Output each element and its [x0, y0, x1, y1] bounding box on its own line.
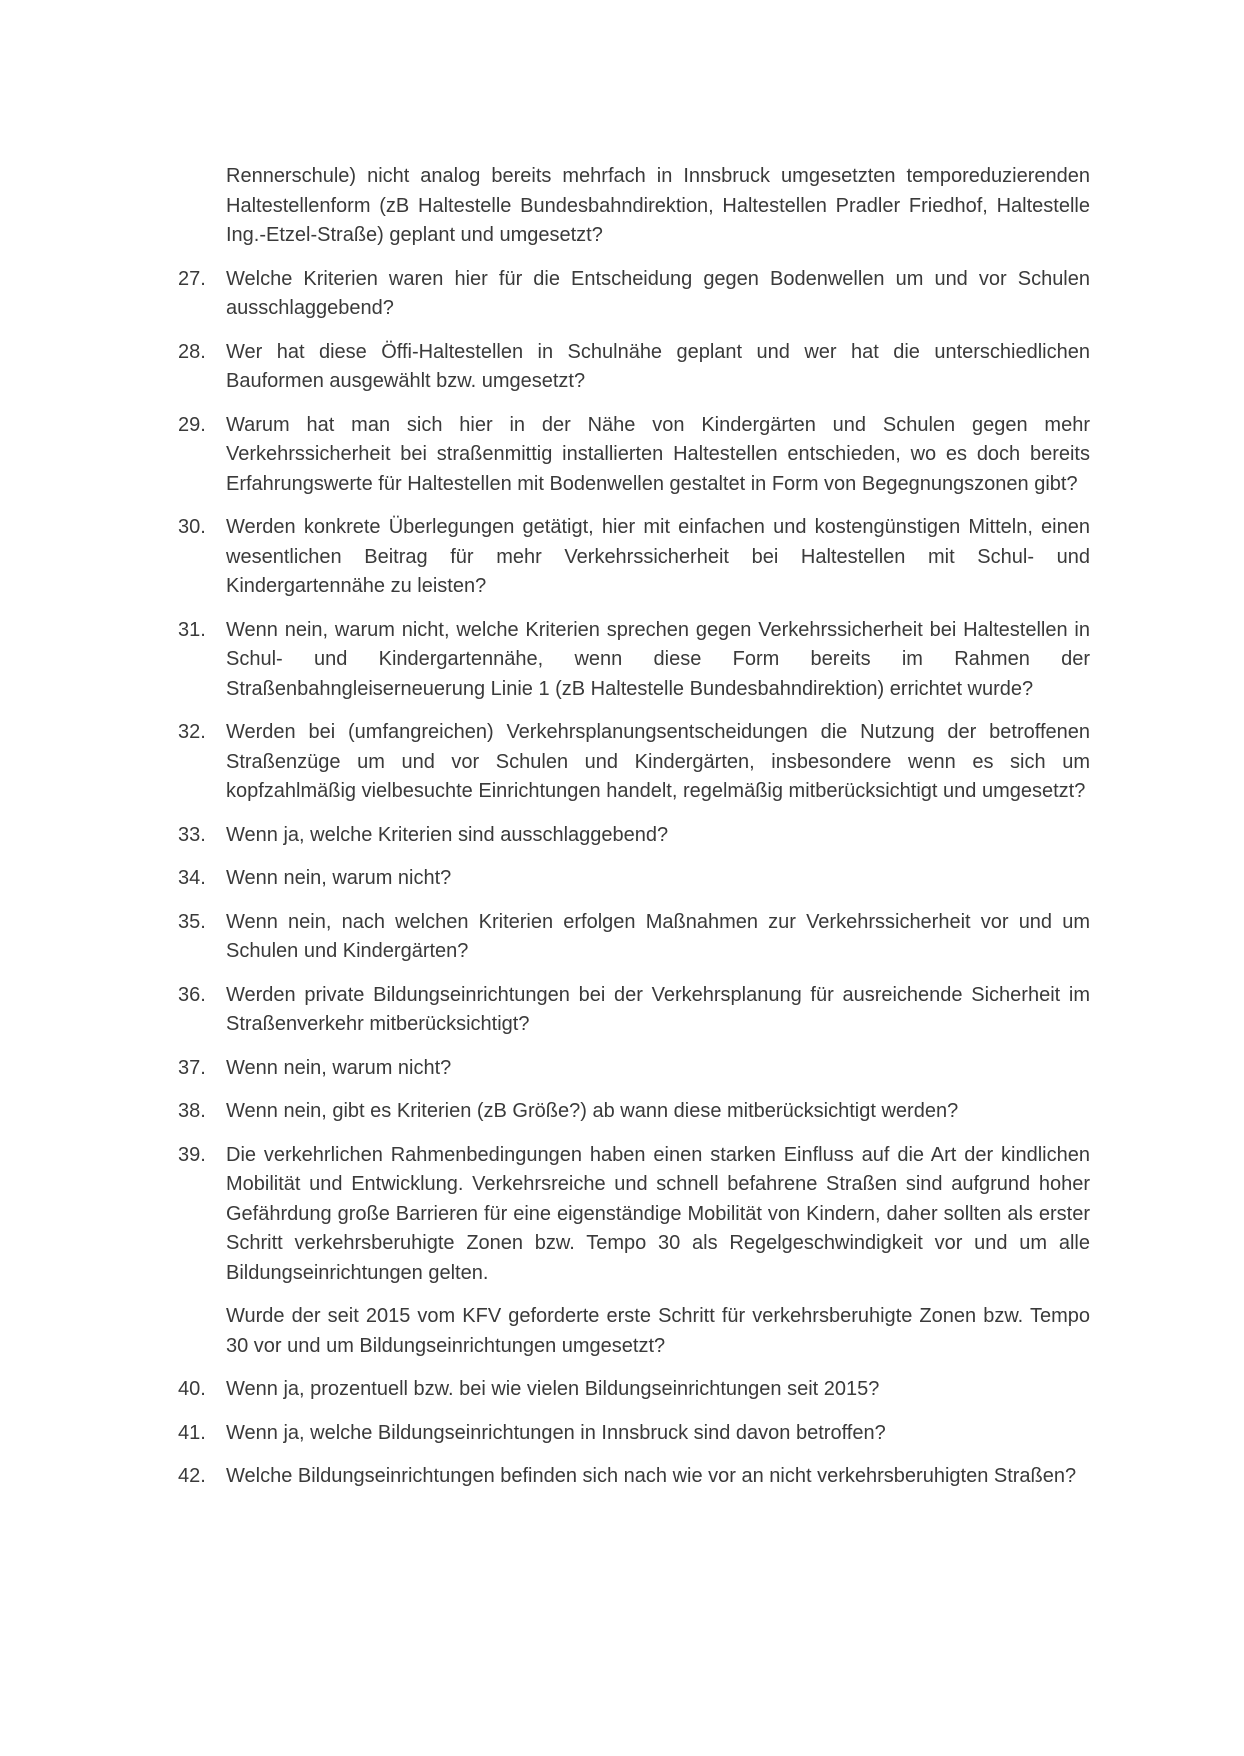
question-32 — [178, 718, 1090, 807]
question-text: Wenn ja, welche Bildungseinrichtungen in Innsbruck sind davon betroffen? — [226, 1421, 886, 1444]
question-number: 37. — [178, 1056, 206, 1079]
question-number: 28. — [178, 340, 206, 363]
question-number: 29. — [178, 413, 206, 436]
question-text: Wenn ja, prozentuell bzw. bei wie vielen Bildungseinrichtungen seit 2015? — [226, 1378, 880, 1400]
question-number: 30. — [178, 516, 206, 538]
question-27 — [178, 265, 1090, 324]
question-list — [178, 265, 1090, 1492]
question-text: Wenn nein, warum nicht? — [226, 867, 452, 889]
question-subtext: Wurde der seit 2015 vom KFV geforderte erste Schritt für verkehrsberuhigte Zonen bzw. Tempo 30 vor und um Bildungseinrichtungen umgesetzt? — [226, 1305, 1090, 1357]
question-41 — [178, 1419, 1090, 1449]
question-40 — [178, 1375, 1090, 1405]
question-38 — [178, 1097, 1090, 1127]
intro-paragraph: Rennerschule) nicht analog bereits mehrfach in Innsbruck umgesetzten temporeduzierenden Haltestellenform (zB Haltestelle Bundesbahndirektion, Haltestellen Pradler Friedhof, Haltestelle Ing.-Etzel-Straße) geplant und umgesetzt? — [226, 165, 1090, 246]
question-text: Werden konkrete Überlegungen getätigt, hier mit einfachen und kostengünstigen Mitteln, einen wesentlichen Beitrag für mehr Verkehrssicherheit bei Haltestellen mit Schul- und Kindergartennähe zu leisten? — [226, 516, 1090, 597]
question-text: Die verkehrlichen Rahmenbedingungen haben einen starken Einfluss auf die Art der kindlichen Mobilität und Entwicklung. Verkehrsreiche und schnell befahrene Straßen sind aufgrund hoher Gefährdung große Barrieren für eine eigenständige Mobilität von Kindern, daher sollten als erster Schritt verkehrsberuhigte Zonen bzw. Tempo 30 als Regelgeschwindigkeit vor und um alle Bildungseinrichtungen gelten. — [226, 1143, 1090, 1284]
question-number: 33. — [178, 823, 206, 846]
question-36 — [178, 981, 1090, 1040]
question-number: 41. — [178, 1421, 206, 1444]
question-30 — [178, 513, 1090, 602]
question-number: 35. — [178, 910, 206, 933]
question-number: 31. — [178, 618, 206, 641]
question-text: Wenn nein, warum nicht? — [226, 1056, 452, 1079]
question-text: Werden private Bildungseinrichtungen bei der Verkehrsplanung für ausreichende Sicherheit im Straßenverkehr mitberücksichtigt? — [226, 983, 1090, 1035]
question-text: Wenn nein, gibt es Kriterien (zB Größe?) ab wann diese mitberücksichtigt werden? — [226, 1100, 959, 1122]
question-number: 34. — [178, 867, 206, 889]
question-text: Werden bei (umfangreichen) Verkehrsplanungsentscheidungen die Nutzung der betroffenen Straßenzüge um und vor Schulen und Kindergärten, insbesondere wenn es sich um kopfzahlmäßig vielbesuchte Einrichtungen handelt, regelmäßig mitberücksichtigt und umgesetzt? — [226, 721, 1090, 802]
question-35 — [178, 908, 1090, 967]
question-31 — [178, 616, 1090, 705]
question-number: 40. — [178, 1378, 206, 1400]
question-text: Wer hat diese Öffi-Haltestellen in Schulnähe geplant und wer hat die unterschiedlichen Bauformen ausgewählt bzw. umgesetzt? — [226, 340, 1090, 392]
question-37 — [178, 1054, 1090, 1084]
question-text: Welche Kriterien waren hier für die Entscheidung gegen Bodenwellen um und vor Schulen ausschlaggebend? — [226, 267, 1090, 319]
question-text: Wenn nein, warum nicht, welche Kriterien sprechen gegen Verkehrssicherheit bei Haltestellen in Schul- und Kindergartennähe, wenn diese Form bereits im Rahmen der Straßenbahngleiserneuerung Linie 1 (zB Haltestelle Bundesbahndirektion) errichtet wurde? — [226, 618, 1090, 700]
question-number: 32. — [178, 721, 206, 743]
question-text: Wenn ja, welche Kriterien sind ausschlaggebend? — [226, 823, 669, 846]
question-number: 39. — [178, 1143, 206, 1166]
question-number: 42. — [178, 1465, 206, 1487]
question-text: Welche Bildungseinrichtungen befinden sich nach wie vor an nicht verkehrsberuhigten Straßen? — [226, 1465, 1077, 1487]
question-text: Wenn nein, nach welchen Kriterien erfolgen Maßnahmen zur Verkehrssicherheit vor und um Schulen und Kindergärten? — [226, 910, 1090, 962]
question-number: 38. — [178, 1100, 206, 1122]
question-39 — [178, 1141, 1090, 1362]
question-34 — [178, 864, 1090, 894]
question-text: Warum hat man sich hier in der Nähe von Kindergärten und Schulen gegen mehr Verkehrssicherheit bei straßenmittig installierten Haltestellen entschieden, wo es doch bereits Erfahrungswerte für Haltestellen mit Bodenwellen gestaltet in Form von Begegnungszonen gibt? — [226, 413, 1090, 495]
question-42 — [178, 1462, 1090, 1492]
question-33 — [178, 821, 1090, 851]
question-number: 27. — [178, 267, 206, 290]
question-number: 36. — [178, 983, 206, 1006]
document-body — [178, 162, 1090, 1492]
question-28 — [178, 338, 1090, 397]
question-29 — [178, 411, 1090, 500]
